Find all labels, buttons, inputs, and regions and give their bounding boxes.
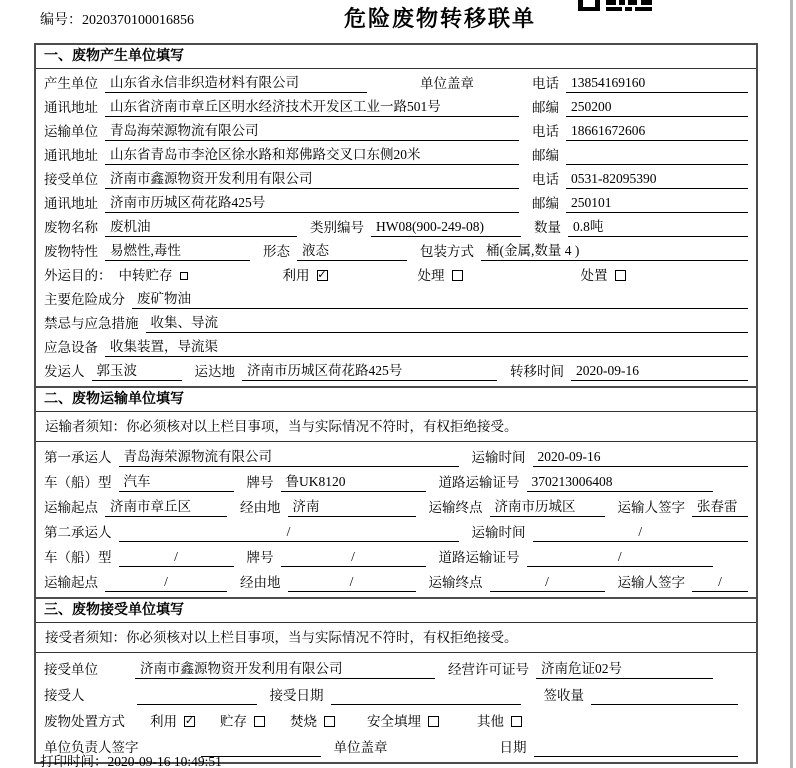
form-row [44, 681, 748, 707]
field-label: 道路运输证号 [438, 475, 520, 490]
section-rows [36, 442, 756, 597]
form-row [44, 215, 748, 239]
section-producer [36, 45, 756, 386]
field-label: 经营许可证号 [448, 662, 529, 677]
field-value: 0.8吨 [568, 217, 748, 237]
field-label: 第一承运人 [44, 450, 112, 465]
field-value: 济南市历城区荷花路425号 [242, 361, 497, 381]
field-value: 废矿物油 [132, 289, 748, 309]
field-label: 牌号 [246, 550, 274, 565]
form-row [44, 519, 748, 544]
field-label: 应急设备 [44, 340, 98, 355]
field-value: 济南 [288, 497, 416, 517]
field-value: 易燃性,毒性 [105, 241, 250, 261]
field-label: 通讯地址 [44, 196, 98, 211]
field-value: / [119, 522, 459, 542]
field-value: 收集、导流 [146, 313, 749, 333]
field-label: 接受日期 [269, 688, 324, 703]
field-label: 废物处置方式 [44, 714, 125, 729]
field-value: 济南危证02号 [536, 659, 713, 679]
field-value: 青岛海荣源物流有限公司 [119, 447, 459, 467]
field-label: 通讯地址 [44, 100, 98, 115]
checkbox-empty-icon [511, 716, 522, 727]
print-time [40, 750, 222, 768]
form-row [44, 287, 748, 311]
form-row [44, 119, 748, 143]
form-row [44, 167, 748, 191]
checkbox-empty-icon [324, 716, 335, 727]
field-label: 经由地 [240, 575, 281, 590]
checkbox [477, 712, 522, 731]
form-row [44, 311, 748, 335]
checkbox [283, 266, 328, 285]
field-value: 废机油 [105, 217, 297, 237]
form-row [44, 95, 748, 119]
form-row [44, 707, 748, 733]
field-value: 2020-09-16 [571, 361, 748, 381]
field-value: 青岛海荣源物流有限公司 [105, 121, 519, 141]
field-label: 数量 [534, 220, 561, 235]
field-label: 产生单位 [44, 76, 98, 91]
field-value [331, 704, 521, 705]
field-value: / [105, 572, 227, 592]
field-value: / [281, 547, 426, 567]
field-label: 道路运输证号 [438, 550, 520, 565]
field-value: 郭玉波 [92, 361, 182, 381]
checkbox-empty-icon [452, 270, 463, 281]
field-value: 济南市历城区荷花路425号 [105, 193, 519, 213]
checkbox-checked-icon: ✓ [317, 269, 327, 281]
form-row [44, 71, 748, 95]
field-label: 邮编 [532, 196, 559, 211]
form-row [44, 263, 748, 287]
field-value: 山东省济南市章丘区明水经济技术开发区工业一路501号 [105, 97, 519, 117]
section-title: 三、废物接受单位填写 [36, 599, 756, 623]
field-label: 形态 [263, 244, 290, 259]
section-rows [36, 653, 756, 762]
field-label: 运输起点 [44, 575, 98, 590]
checkbox-empty-icon [615, 270, 626, 281]
field-value: HW08(900-249-08) [371, 217, 521, 237]
form-row [44, 359, 748, 383]
field-label: 邮编 [532, 100, 559, 115]
field-label: 转移时间 [510, 364, 564, 379]
field-label: 邮编 [532, 148, 559, 163]
field-value [137, 704, 257, 705]
field-label: 运输终点 [428, 500, 483, 515]
checkbox-label: 处理 [417, 268, 445, 283]
form-row [44, 494, 748, 519]
print-time-label: 打印时间： [40, 754, 108, 768]
checkbox-checked-icon: ✓ [184, 715, 195, 727]
field-value: 370213006408 [527, 472, 714, 492]
section-title: 一、废物产生单位填写 [36, 45, 756, 69]
form-row [44, 143, 748, 167]
checkbox-label: 利用 [150, 714, 177, 729]
field-label: 单位盖章 [420, 76, 474, 91]
field-label: 主要危险成分 [44, 292, 125, 307]
form-row [44, 469, 748, 494]
field-value: 济南市章丘区 [105, 497, 227, 517]
field-value: 250200 [566, 97, 748, 117]
checkbox-label: 焚烧 [290, 714, 317, 729]
field-value: / [288, 572, 416, 592]
field-value: / [533, 522, 749, 542]
checkbox-label: 中转贮存 [118, 268, 173, 283]
field-value: 汽车 [119, 472, 234, 492]
section-rows [36, 69, 756, 386]
field-value: 2020-09-16 [533, 447, 749, 467]
form-row [44, 569, 748, 594]
field-value: / [119, 547, 234, 567]
field-value: 18661672606 [566, 121, 748, 141]
field-label: 接受单位 [44, 172, 98, 187]
field-value: 山东省永信非织造材料有限公司 [105, 73, 367, 93]
field-label: 运输时间 [471, 525, 526, 540]
checkbox [119, 266, 188, 285]
field-label: 禁忌与应急措施 [44, 316, 139, 331]
checkbox [581, 266, 626, 285]
section-receiver [36, 597, 756, 762]
field-label: 类别编号 [310, 220, 364, 235]
field-value: 济南市鑫源物资开发利用有限公司 [135, 659, 435, 679]
field-label: 电话 [532, 172, 559, 187]
field-label: 电话 [532, 76, 559, 91]
field-value: / [527, 547, 714, 567]
form-row [44, 191, 748, 215]
form-row [44, 544, 748, 569]
checkbox [418, 266, 463, 285]
field-label: 通讯地址 [44, 148, 98, 163]
checkbox [290, 712, 335, 731]
print-time-value: 2020-09-16 10:49:51 [107, 754, 222, 768]
field-label: 接受人 [44, 688, 85, 703]
field-value: 液态 [297, 241, 407, 261]
field-value: 0531-82095390 [566, 169, 748, 189]
notice-text: 运输者须知：你必须核对以上栏目事项，当与实际情况不符时，有权拒绝接受。 [36, 412, 756, 442]
field-label: 外运目的： [44, 268, 112, 283]
field-value: 鲁UK8120 [281, 472, 426, 492]
field-value: 山东省青岛市李沧区徐水路和郑佛路交叉口东侧20米 [105, 145, 519, 165]
checkbox [150, 712, 195, 731]
field-value: 250101 [566, 193, 748, 213]
field-label: 车（船）型 [44, 475, 112, 490]
page-title: 危险废物转移联单 [343, 6, 536, 31]
field-label: 包装方式 [420, 244, 474, 259]
field-value: 13854169160 [566, 73, 748, 93]
field-label: 发运人 [44, 364, 85, 379]
doc-number-value: 2020370100016856 [82, 13, 194, 28]
field-label: 经由地 [240, 500, 281, 515]
field-label: 电话 [532, 124, 559, 139]
field-label: 运输人签字 [617, 500, 685, 515]
field-label: 运输终点 [428, 575, 483, 590]
field-value: / [490, 572, 605, 592]
field-value: 济南市鑫源物资开发利用有限公司 [105, 169, 519, 189]
field-value: 张春雷 [692, 497, 748, 517]
field-label: 运达地 [194, 364, 235, 379]
field-value [534, 756, 739, 757]
field-value [591, 704, 738, 705]
checkbox-label: 安全填埋 [367, 714, 421, 729]
checkbox-empty-icon [428, 716, 439, 727]
field-label: 运输人签字 [617, 575, 685, 590]
manifest-form-table [34, 43, 758, 764]
field-label: 单位盖章 [333, 740, 388, 755]
field-label: 废物名称 [44, 220, 98, 235]
checkbox-label: 其他 [477, 714, 504, 729]
section-transporter [36, 386, 756, 597]
form-row [44, 239, 748, 263]
field-label: 第二承运人 [44, 525, 112, 540]
field-value: 桶(金属,数量 4 ) [481, 241, 748, 261]
field-label: 签收量 [543, 688, 584, 703]
checkbox-label: 处置 [580, 268, 608, 283]
field-value [566, 164, 748, 165]
field-label: 日期 [499, 740, 527, 755]
checkbox-empty-icon [180, 272, 188, 280]
field-label: 单位负责人签字 [44, 740, 139, 755]
field-label: 运输时间 [471, 450, 526, 465]
field-value: / [692, 572, 748, 592]
notice-text: 接受者须知：你必须核对以上栏目事项，当与实际情况不符时，有权拒绝接受。 [36, 623, 756, 653]
checkbox-label: 贮存 [220, 714, 247, 729]
field-value: 收集装置，导流渠 [105, 337, 748, 357]
checkbox [220, 712, 265, 731]
doc-number-label: 编号： [40, 13, 82, 28]
section-title: 二、废物运输单位填写 [36, 388, 756, 412]
field-label: 废物特性 [44, 244, 98, 259]
checkbox-empty-icon [254, 716, 265, 727]
form-row [44, 444, 748, 469]
field-label: 车（船）型 [44, 550, 112, 565]
field-label: 牌号 [246, 475, 274, 490]
page-edge-line [790, 0, 793, 768]
checkbox-label: 利用 [282, 268, 310, 283]
field-label: 运输单位 [44, 124, 98, 139]
checkbox [367, 712, 439, 731]
field-label: 接受单位 [44, 662, 98, 677]
form-row [44, 655, 748, 681]
form-row [44, 335, 748, 359]
field-value: 济南市历城区 [490, 497, 605, 517]
field-label: 运输起点 [44, 500, 98, 515]
